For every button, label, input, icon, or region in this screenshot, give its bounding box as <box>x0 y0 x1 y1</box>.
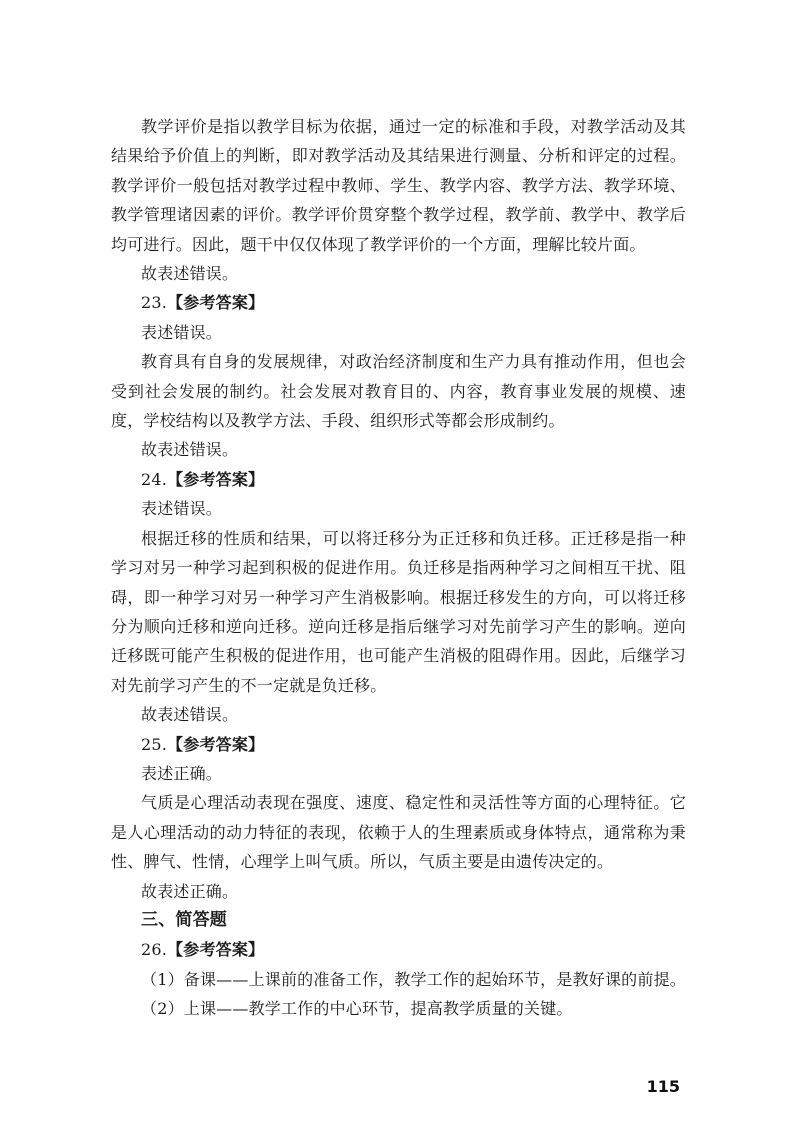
answer-label-24 <box>111 465 686 494</box>
list-item-class-teaching: （2）上课——教学工作的中心环节，提高教学质量的关键。 <box>141 999 573 1019</box>
list-item-lesson-prep: （1）备课——上课前的准备工作，教学工作的起始环节，是教好课的前提。 <box>141 969 686 989</box>
verdict-line: 表述错误。 <box>141 322 223 342</box>
conclusion-line: 故表述错误。 <box>141 440 239 460</box>
reference-answer-label: 【参考答案】 <box>167 734 265 754</box>
verdict-line: 表述错误。 <box>141 499 223 519</box>
section-heading-short-answer: 三、简答题 <box>141 909 227 930</box>
question-number: 24. <box>141 469 168 489</box>
conclusion-line: 故表述正确。 <box>141 881 239 901</box>
conclusion-line: 故表述错误。 <box>141 264 239 284</box>
question-number: 25. <box>141 734 168 754</box>
paragraph-education-development: 教育具有自身的发展规律，对政治经济制度和生产力具有推动作用，但也会受到社会发展的制约。社会发展对教育目的、内容，教育事业发展的规模、速度，学校结构以及教学方法、手段、组织形式等都会形成制约。 <box>111 352 686 431</box>
paragraph-learning-transfer: 根据迁移的性质和结果，可以将迁移分为正迁移和负迁移。正迁移是指一种学习对另一种学习起到积极的促进作用。负迁移是指两种学习之间相互干扰、阻碍，即一种学习对另一种学习产生消极影响。根据迁移发生的方向，可以将迁移分为顺向迁移和逆向迁移。逆向迁移是指后继学习对先前学习产生的影响。逆向迁移既可能产生积极的促进作用，也可能产生消极的阻碍作用。因此，后继学习对先前学习产生的不一定就是负迁移。 <box>111 528 686 695</box>
page-body <box>111 112 686 1024</box>
paragraph-temperament: 气质是心理活动表现在强度、速度、稳定性和灵活性等方面的心理特征。它是人心理活动的动力特征的表现，依赖于人的生理素质或身体特点，通常称为秉性、脾气、性情，心理学上叫气质。所以，气质主要是由遗传决定的。 <box>111 793 686 872</box>
conclusion-line: 故表述错误。 <box>141 705 239 725</box>
reference-answer-label: 【参考答案】 <box>167 940 265 960</box>
reference-answer-label: 【参考答案】 <box>167 469 265 489</box>
answer-label-25 <box>111 730 686 759</box>
reference-answer-label: 【参考答案】 <box>167 293 265 313</box>
question-number: 26. <box>141 940 168 960</box>
verdict-line: 表述正确。 <box>141 763 223 783</box>
paragraph-teaching-evaluation: 教学评价是指以教学目标为依据，通过一定的标准和手段，对教学活动及其结果给予价值上的判断，即对教学活动及其结果进行测量、分析和评定的过程。教学评价一般包括对教学过程中教师、学生、教学内容、教学方法、教学环境、教学管理诸因素的评价。教学评价贯穿整个教学过程，教学前、教学中、教学后均可进行。因此，题干中仅仅体现了教学评价的一个方面，理解比较片面。 <box>111 117 686 254</box>
page-number: 115 <box>646 1077 680 1096</box>
answer-label-23 <box>111 288 686 317</box>
question-number: 23. <box>141 293 168 313</box>
answer-label-26 <box>111 935 686 964</box>
